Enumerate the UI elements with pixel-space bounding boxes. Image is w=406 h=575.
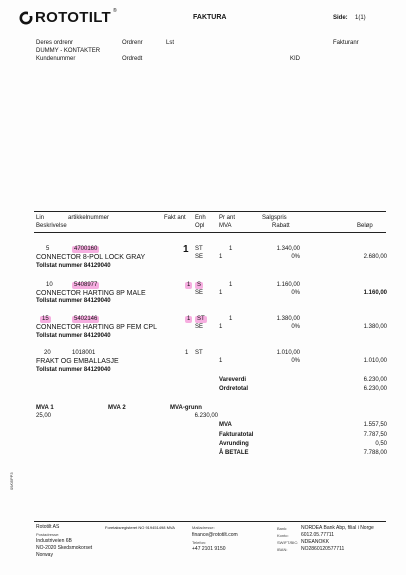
unit-opl: SE — [195, 324, 204, 330]
line-number: 15 — [42, 316, 49, 322]
line-number: 5 — [46, 246, 50, 252]
tollstat-number: Tollstat nummer 84129040 — [36, 298, 111, 304]
col-opl: Opl — [195, 223, 205, 229]
footer-email[interactable]: finance@rototilt.com — [192, 532, 238, 538]
label-mva-total: MVA — [219, 422, 232, 428]
unit-price: 1.160,00 — [276, 282, 300, 288]
unit-price: 1.010,00 — [276, 350, 300, 356]
quantity: 1 — [187, 282, 191, 288]
label-a-betale: Å BETALE — [219, 450, 249, 456]
price-quantity: 1 — [229, 246, 233, 252]
quantity: 1 — [183, 244, 189, 255]
col-pr-ant: Pr ant — [219, 215, 236, 221]
col-enh: Enh — [195, 215, 206, 221]
vat-code: 1 — [219, 290, 223, 296]
value-mva-grunn: 6.230,00 — [194, 413, 218, 419]
discount: 0% — [291, 324, 300, 330]
footer-bank: NORDEA Bank Abp, filial i Norge — [301, 525, 374, 531]
footer-konto-label: Konto: — [277, 533, 289, 538]
footer-country: Norway — [36, 552, 53, 558]
footer-iban: NO2860120577711 — [301, 546, 345, 552]
price-quantity: 1 — [229, 282, 233, 288]
discount: 0% — [291, 290, 300, 296]
registered-mark: ® — [113, 8, 117, 14]
discount: 0% — [291, 254, 300, 260]
line-amount: 1.380,00 — [363, 324, 387, 330]
unit: ST — [195, 350, 203, 356]
footer-tel-label: Telefon: — [192, 540, 207, 545]
price-quantity: 1 — [229, 316, 233, 322]
footer-bank-label: Bank: — [277, 526, 288, 531]
col-salgspris: Salgspris — [262, 215, 287, 221]
line-number: 10 — [46, 282, 53, 288]
tollstat-number: Tollstat nummer 84129040 — [36, 367, 111, 373]
tollstat-number: Tollstat nummer 84129040 — [36, 263, 111, 269]
footer-address-2: NO-2020 Skedsmokorset — [36, 545, 93, 551]
footer-phone: +47 2101 9150 — [192, 546, 226, 552]
unit-opl: SE — [195, 254, 204, 260]
label-avrunding: Avrunding — [219, 441, 249, 447]
tollstat-number: Tollstat nummer 84129040 — [36, 333, 111, 339]
table-top-rule — [34, 211, 386, 212]
label-ordretotal: Ordretotal — [219, 386, 249, 392]
label-mva2: MVA 2 — [108, 405, 126, 411]
value-avrunding: 0,50 — [375, 441, 387, 447]
label-ordredt: Ordredt — [122, 56, 143, 62]
side-code: 09/05PP3 — [9, 472, 14, 490]
footer-orgnr: Foretaksregisteret NO 919451498 MVA — [105, 525, 175, 530]
discount: 0% — [291, 358, 300, 364]
line-description: CONNECTOR 8-POL LOCK GRAY — [36, 254, 146, 261]
article-number: 5402146 — [74, 316, 98, 322]
footer-mail-label: Mailadresse: — [192, 525, 215, 530]
footer-postadr-label: Postadresse: — [36, 532, 60, 537]
footer-iban-label: IBAN: — [277, 547, 288, 552]
line-amount: 1.160,00 — [363, 290, 387, 296]
vat-code: 1 — [219, 254, 223, 260]
footer-address-1: Industriveien 6B — [36, 538, 72, 544]
line-amount: 2.680,00 — [363, 254, 387, 260]
label-deres-ordrenr: Deres ordrenr — [36, 40, 74, 46]
customer-name: DUMMY - KONTAKTER — [36, 48, 101, 54]
rototilt-logo-icon — [19, 11, 33, 25]
line-description: CONNECTOR HARTING 8P FEM CPL — [36, 324, 157, 331]
value-vareverdi: 6.230,00 — [363, 377, 387, 383]
unit-price: 1.340,00 — [276, 246, 300, 252]
col-artikkelnummer: artikkelnummer — [68, 215, 110, 221]
document-title: FAKTURA — [193, 14, 227, 21]
col-fakt-ant: Fakt ant — [164, 215, 186, 221]
label-mva1: MVA 1 — [36, 405, 54, 411]
col-beskrivelse: Beskrivelse — [36, 223, 67, 229]
label-ordrenr: Ordrenr — [122, 40, 143, 46]
vat-code: 1 — [219, 358, 223, 364]
col-belop: Beløp — [357, 223, 373, 229]
footer-konto: 6012.05.77711 — [301, 532, 334, 538]
line-description: FRAKT OG EMBALLASJE — [36, 358, 119, 365]
line-amount: 1.010,00 — [363, 358, 387, 364]
quantity: 1 — [187, 316, 191, 322]
line-number: 20 — [44, 350, 51, 356]
article-number: 1018001 — [72, 350, 96, 356]
unit: ST — [197, 316, 205, 322]
article-number: 4700160 — [74, 246, 98, 252]
unit-price: 1.380,00 — [276, 316, 300, 322]
page-value: 1(1) — [355, 15, 366, 21]
footer-swift: NDEANOKK — [301, 539, 330, 545]
label-vareverdi: Vareverdi — [219, 377, 247, 383]
value-mva1: 25,00 — [36, 413, 52, 419]
col-mva: MVA — [219, 223, 232, 229]
value-a-betale: 7.788,00 — [363, 450, 387, 456]
line-description: CONNECTOR HARTING 8P MALE — [36, 290, 146, 297]
label-fakturanr: Fakturanr — [333, 40, 359, 46]
brand-name: ROTOTILT — [35, 9, 112, 26]
col-lin: Lin — [36, 215, 45, 221]
unit: S — [197, 282, 202, 288]
value-ordretotal: 6.230,00 — [363, 386, 387, 392]
quantity: 1 — [185, 350, 189, 356]
label-fakturatotal: Fakturatotal — [219, 432, 254, 438]
vat-code: 1 — [219, 324, 223, 330]
label-kid: KID — [290, 56, 301, 62]
footer-swift-label: SWIFT/BIC: — [277, 540, 299, 545]
table-header-rule — [34, 232, 386, 233]
article-number: 5408977 — [74, 282, 98, 288]
footer-company: Rototilt AS — [36, 524, 60, 530]
page-label: Side: — [333, 15, 348, 21]
value-mva-total: 1.557,50 — [363, 422, 387, 428]
label-kundenummer: Kundenummer — [36, 56, 76, 62]
footer-rule — [34, 521, 386, 522]
value-fakturatotal: 7.787,50 — [363, 432, 387, 438]
label-mva-grunn: MVA-grunn — [170, 405, 202, 411]
col-rabatt: Rabatt — [272, 223, 290, 229]
unit-opl: SE — [195, 290, 204, 296]
unit: ST — [195, 246, 203, 252]
label-lst: Lst — [166, 40, 175, 46]
